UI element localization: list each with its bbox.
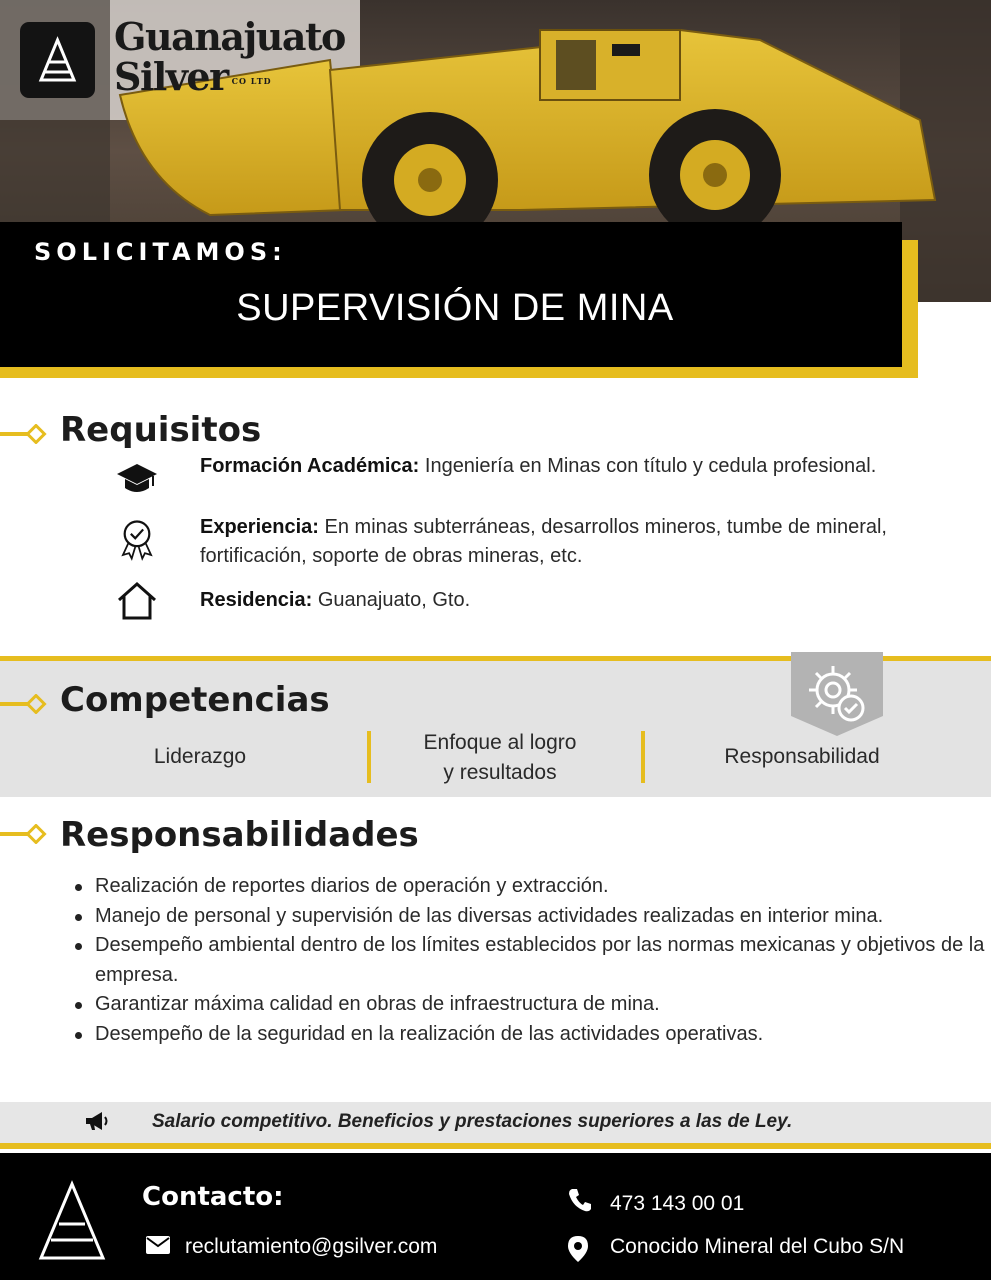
brand-logo-mark	[20, 22, 95, 98]
salary-text: Salario competitivo. Beneficios y prestaciones superiores a las de Ley.	[152, 1111, 793, 1132]
section-arrow-icon	[0, 424, 48, 444]
competencia-divider	[641, 731, 645, 783]
job-title: SUPERVISIÓN DE MINA	[236, 287, 674, 329]
section-arrow-icon	[0, 824, 48, 844]
brand-name-line2: Silver	[114, 54, 228, 99]
competencia-liderazgo: Liderazgo	[153, 745, 247, 768]
competencia-divider	[367, 731, 371, 783]
requisito-residencia-label: Residencia:	[200, 589, 313, 611]
certificate-badge-icon	[115, 518, 159, 562]
house-icon	[115, 580, 159, 624]
competencia-enfoque	[380, 728, 620, 788]
contact-title: Contacto:	[142, 1182, 284, 1212]
responsabilidades-list	[95, 872, 985, 1049]
requisito-residencia	[200, 586, 960, 615]
graduation-cap-icon	[115, 456, 159, 500]
gear-check-icon	[791, 652, 883, 736]
contact-address: Conocido Mineral del Cubo S/N	[610, 1235, 905, 1258]
banner-kicker: SOLICITAMOS:	[34, 238, 287, 266]
brand-suffix: CO LTD	[231, 75, 272, 86]
phone-icon	[567, 1187, 593, 1213]
list-item: Garantizar máxima calidad en obras de infraestructura de mina.	[95, 990, 985, 1020]
requisito-residencia-text: Guanajuato, Gto.	[312, 589, 471, 611]
contact-footer	[0, 1153, 991, 1280]
mail-icon	[146, 1236, 170, 1254]
megaphone-icon	[84, 1110, 110, 1132]
list-item: Manejo de personal y supervisión de las diversas actividades realizadas en interior mina.	[95, 902, 985, 932]
requisitos-heading: Requisitos	[60, 410, 262, 450]
location-pin-icon	[568, 1236, 588, 1262]
requisito-formacion-label: Formación Académica:	[200, 455, 420, 477]
section-arrow-icon	[0, 694, 48, 714]
contact-phone[interactable]: 473 143 00 01	[610, 1192, 745, 1215]
contact-email[interactable]: reclutamiento@gsilver.com	[185, 1235, 438, 1258]
brand-wordmark	[114, 14, 345, 99]
requisito-experiencia	[200, 513, 960, 571]
brand-name-line1: Guanajuato	[114, 14, 345, 59]
competencia-enfoque-line1: Enfoque al logro	[423, 731, 577, 754]
requisito-experiencia-text: En minas subterráneas, desarrollos mineros, tumbe de mineral, fortificación, soporte de obras mineras, etc.	[200, 516, 887, 567]
requisito-formacion-text: Ingeniería en Minas con título y cedula profesional.	[419, 455, 877, 477]
requisito-experiencia-label: Experiencia:	[200, 516, 319, 538]
competencias-heading: Competencias	[60, 680, 330, 720]
salary-accent-line	[0, 1143, 991, 1149]
responsabilidades-heading: Responsabilidades	[60, 815, 419, 855]
competencia-responsabilidad: Responsabilidad	[724, 745, 880, 768]
list-item: Realización de reportes diarios de operación y extracción.	[95, 872, 985, 902]
brand-logo-icon	[37, 1180, 107, 1264]
list-item: Desempeño de la seguridad en la realización de las actividades operativas.	[95, 1020, 985, 1050]
competencia-enfoque-line2: y resultados	[443, 761, 557, 784]
list-item: Desempeño ambiental dentro de los límites establecidos por las normas mexicanas y objetivos de la empresa.	[95, 931, 985, 990]
requisito-formacion	[200, 452, 960, 481]
